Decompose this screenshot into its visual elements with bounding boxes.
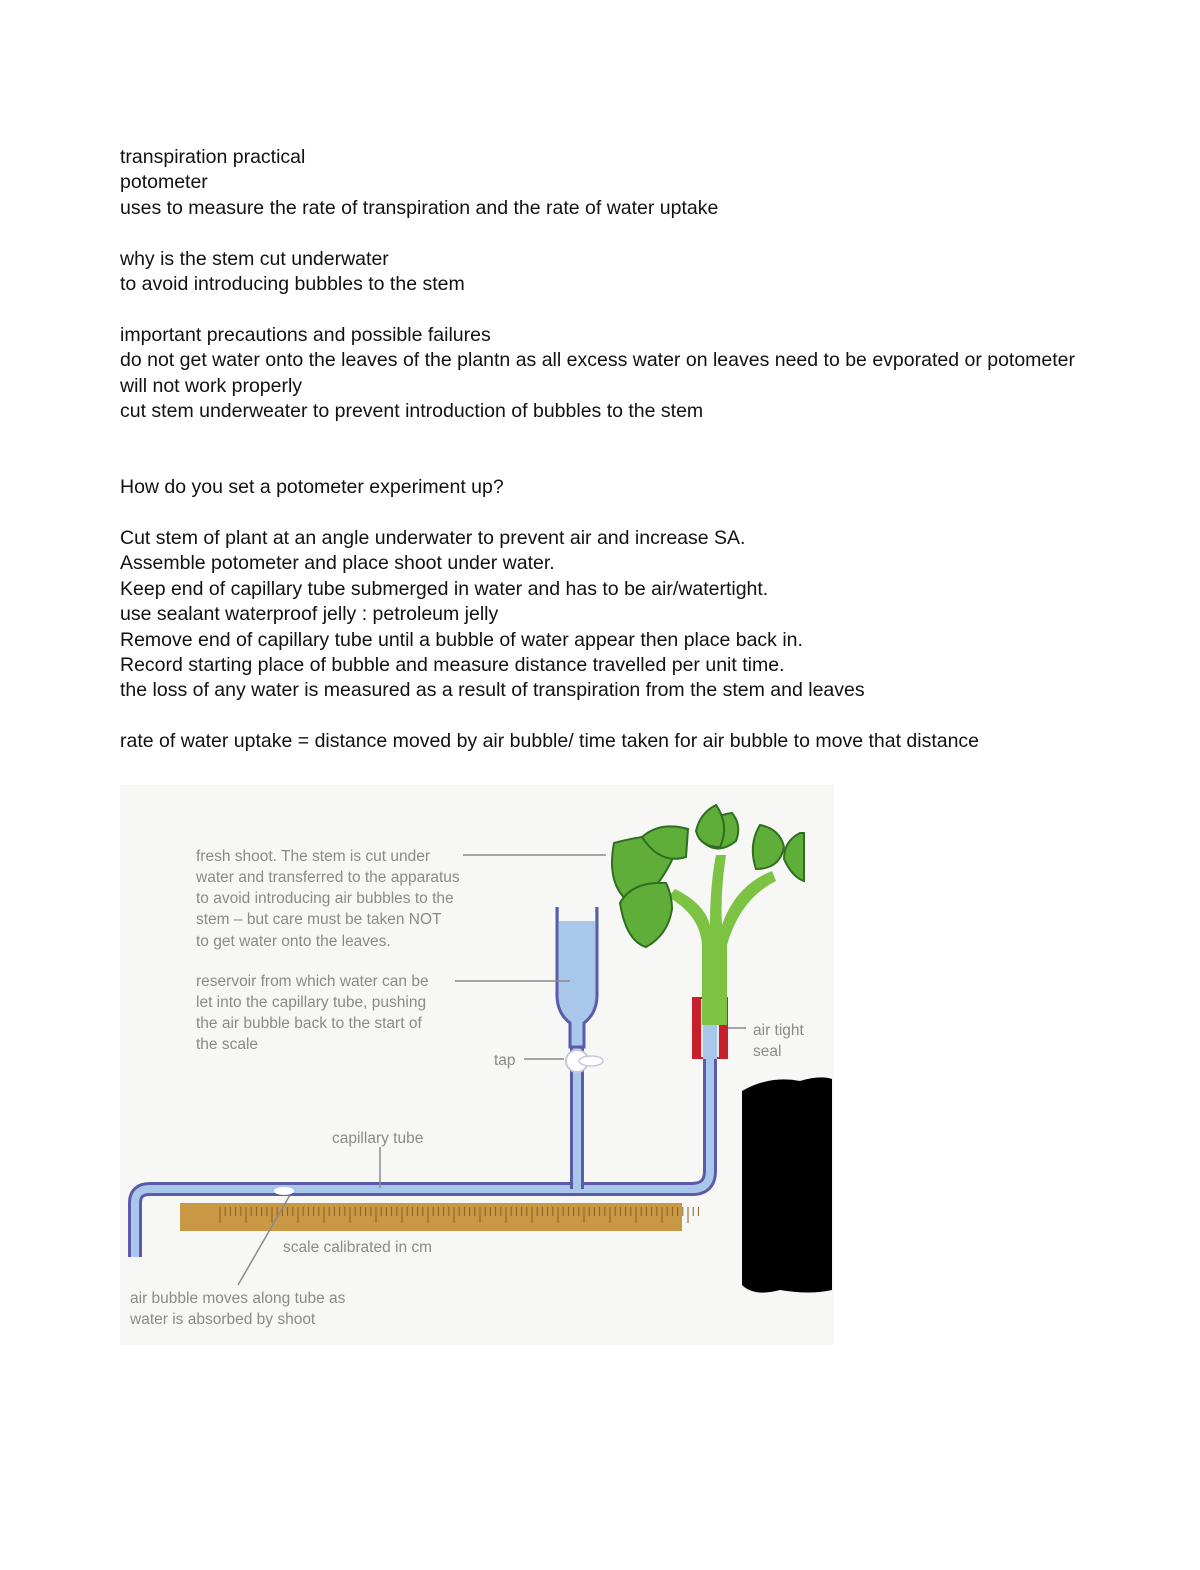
precaution-item: do not get water onto the leaves of the plantn as all excess water on leaves need to be evporated or potometer will not work properly [120, 349, 1076, 397]
seal-label: air tight seal [753, 1022, 804, 1060]
notes-definition: uses to measure the rate of transpiration and the rate of water uptake [120, 196, 719, 219]
setup-step: Assemble potometer and place shoot under water. [120, 552, 555, 575]
capillary-label: capillary tube [332, 1130, 424, 1147]
answer-stem-cut: to avoid introducing bubbles to the stem [120, 273, 465, 296]
rate-formula: rate of water uptake = distance moved by air bubble/ time taken for air bubble to move that distance [120, 730, 980, 753]
precaution-item: cut stem underweater to prevent introduction of bubbles to the stem [120, 400, 704, 423]
fresh-shoot [612, 805, 804, 1025]
precautions-heading: important precautions and possible failures [120, 323, 491, 346]
tap-label: tap [494, 1052, 516, 1069]
setup-step: the loss of any water is measured as a result of transpiration from the stem and leaves [120, 679, 865, 702]
notes-body [120, 145, 1100, 755]
shoot-label: fresh shoot. The stem is cut under water and transferred to the apparatus to avoid introducing air bubbles to the stem – but care must be taken NOT to get water onto the leaves. [196, 848, 460, 950]
redaction-mark [742, 1077, 832, 1292]
notes-title: transpiration practical [120, 146, 306, 168]
notes-subtitle: potometer [120, 171, 208, 194]
scale-ruler [180, 1203, 698, 1231]
air-bubble [274, 1187, 294, 1195]
setup-step: Record starting place of bubble and measure distance travelled per unit time. [120, 654, 785, 677]
reservoir [557, 907, 597, 1047]
scale-label: scale calibrated in cm [283, 1239, 433, 1256]
setup-step: Remove end of capillary tube until a bubble of water appear then place back in. [120, 628, 803, 651]
tap [566, 1050, 603, 1072]
setup-step: use sealant waterproof jelly : petroleum jelly [120, 603, 499, 626]
bubble-label: air bubble moves along tube as water is absorbed by shoot [130, 1290, 346, 1328]
setup-step: Cut stem of plant at an angle underwater to prevent air and increase SA. [120, 527, 746, 550]
setup-step: Keep end of capillary tube submerged in water and has to be air/watertight. [120, 577, 769, 600]
reservoir-label: reservoir from which water can be let into the capillary tube, pushing the air bubble back to the start of the scale [196, 973, 429, 1053]
potometer-diagram [120, 785, 834, 1345]
question-stem-cut: why is the stem cut underwater [120, 247, 389, 270]
setup-question: How do you set a potometer experiment up? [120, 476, 504, 499]
